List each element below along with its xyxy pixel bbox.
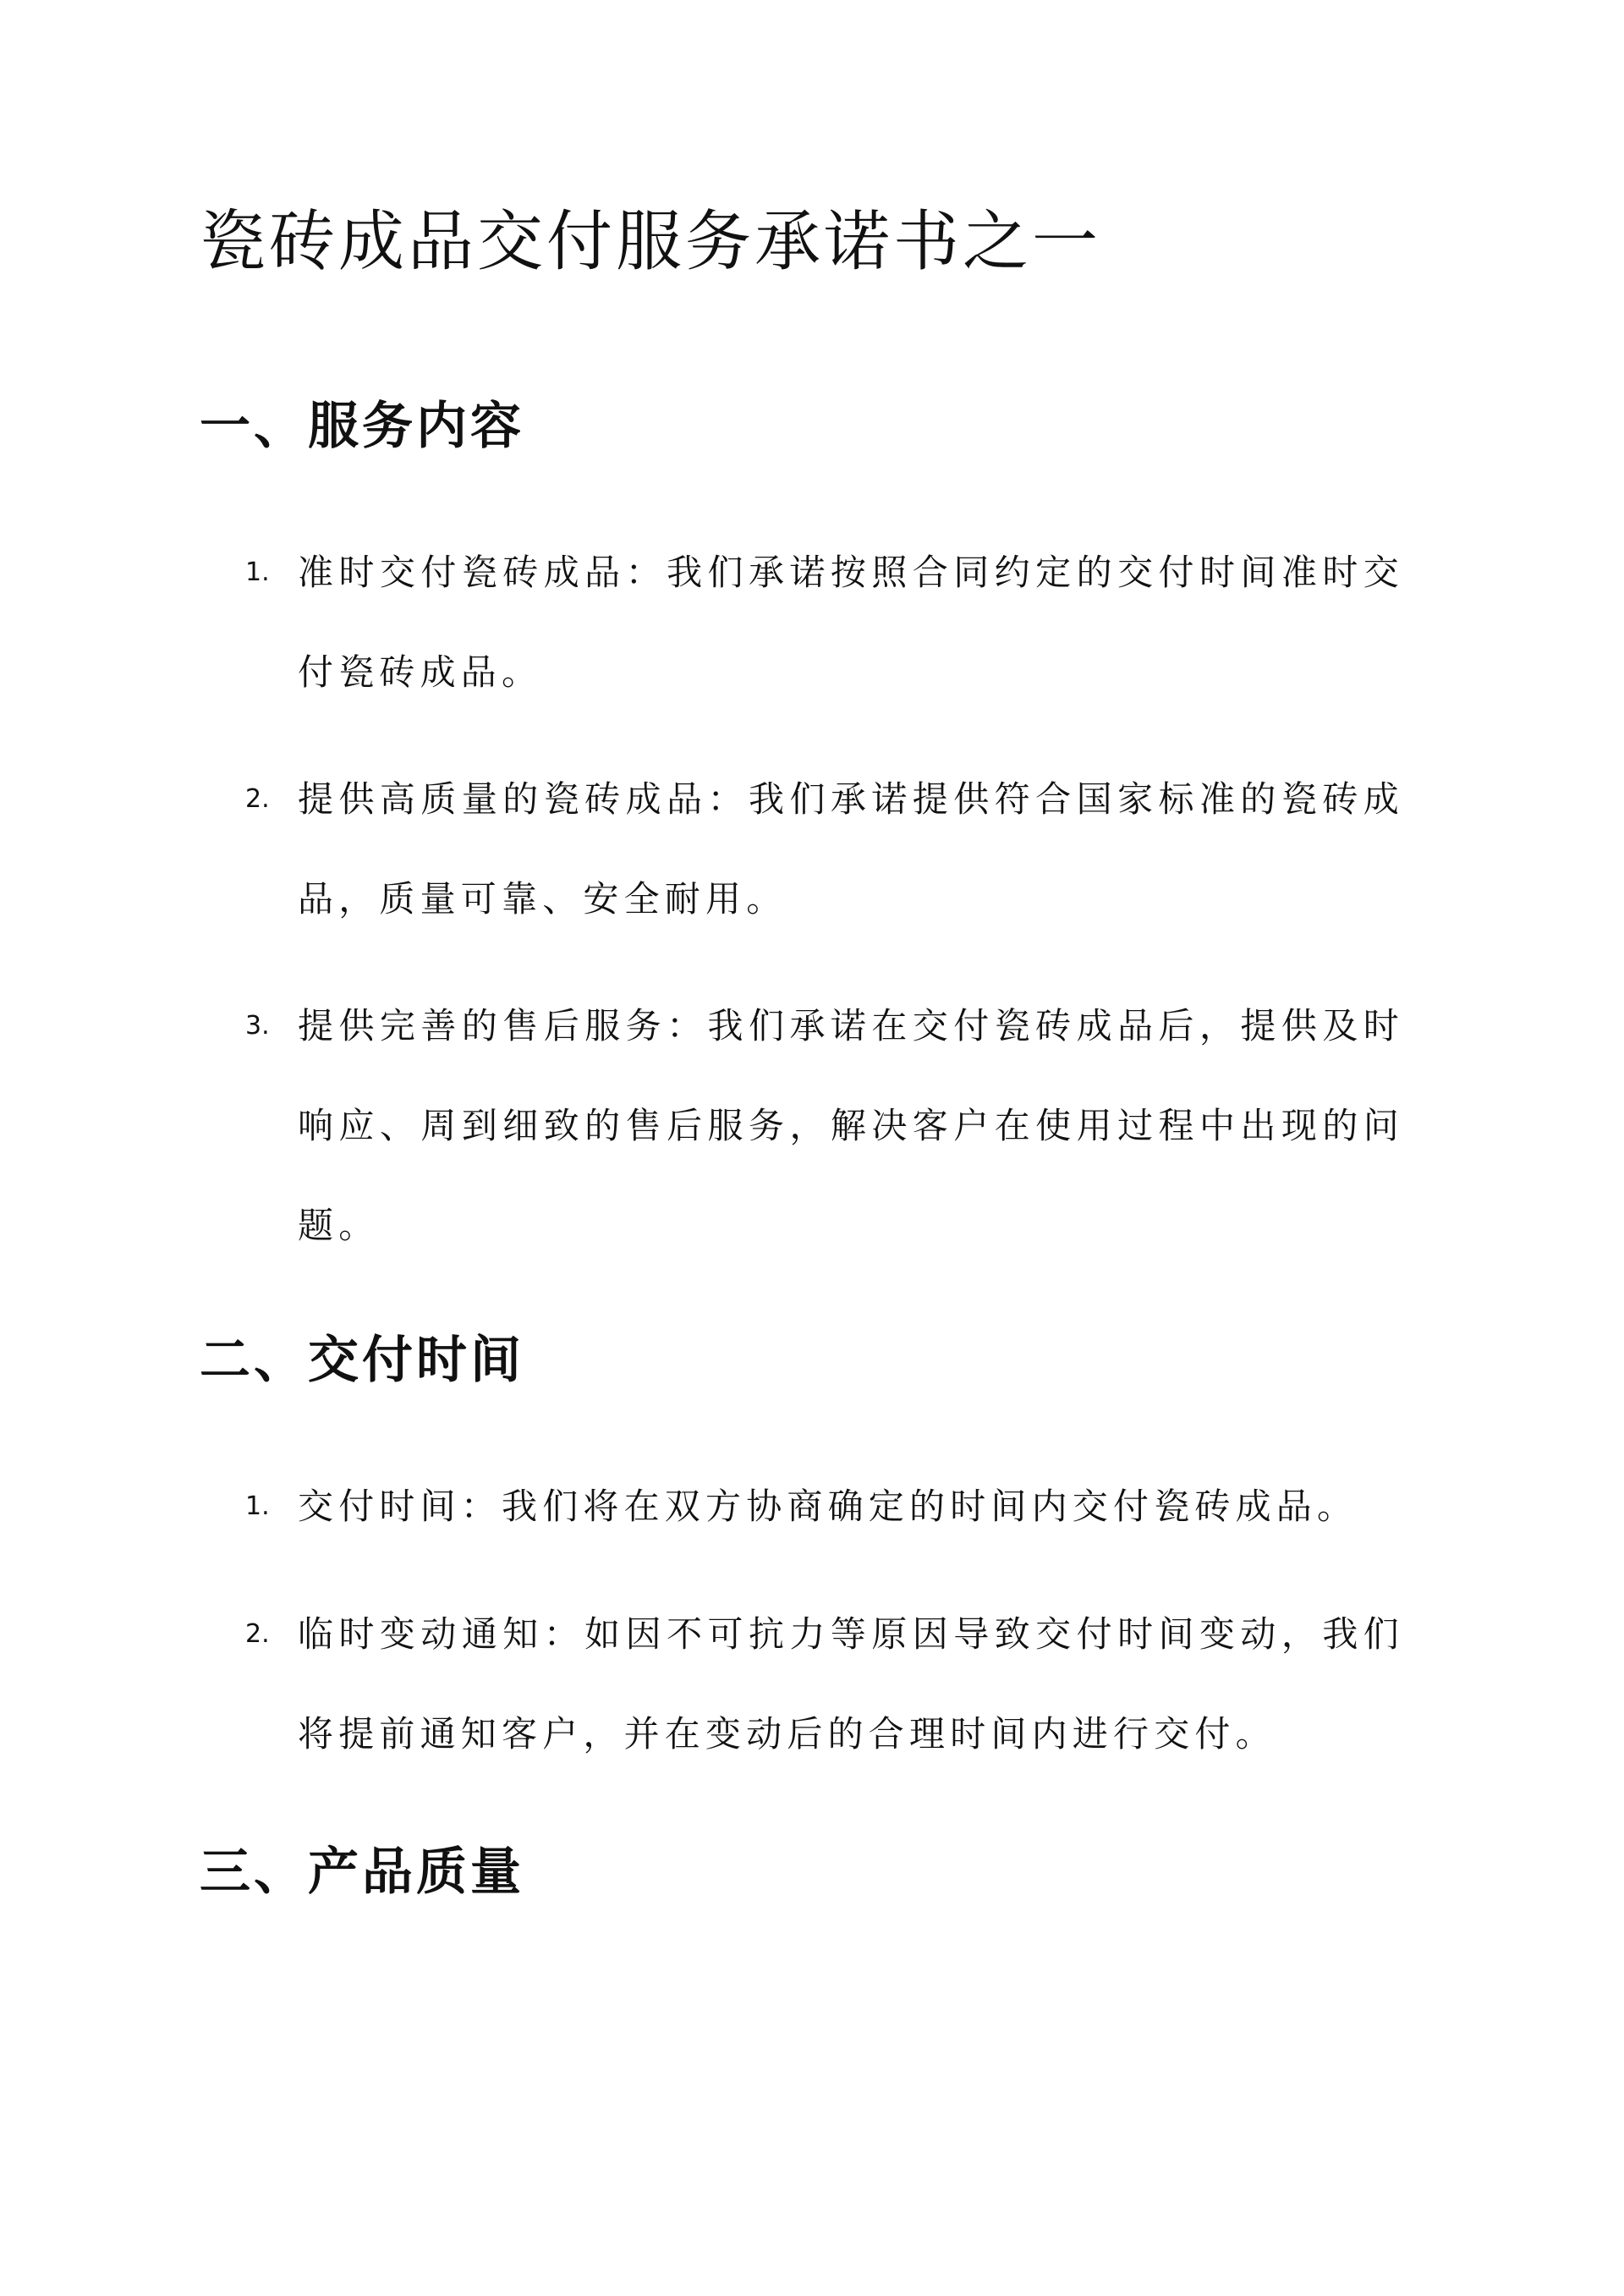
list-item-number: 1. [245,1491,270,1521]
list-item [245,523,1404,722]
list-item-text: 提供完善的售后服务：我们承诺在交付瓷砖成品后，提供及时响应、周到细致的售后服务，解决客户在使用过程中出现的问题。 [298,1005,1404,1246]
list-item [245,750,1404,949]
list-item-text: 交付时间：我们将在双方协商确定的时间内交付瓷砖成品。 [298,1486,1358,1527]
section-heading-service-content: 一、服务内容 [200,397,524,456]
list-item-text: 临时变动通知：如因不可抗力等原因导致交付时间变动，我们将提前通知客户，并在变动后的合理时间内进行交付。 [298,1613,1404,1755]
section-heading-delivery-time: 二、交付时间 [200,1331,524,1390]
list-item-number: 3. [245,1011,270,1041]
list-item-number: 2. [245,784,270,814]
list-item-text: 提供高质量的瓷砖成品：我们承诺提供符合国家标准的瓷砖成品，质量可靠、安全耐用。 [298,778,1404,920]
list-item-number: 2. [245,1619,270,1649]
list-item-number: 1. [245,558,270,587]
list-item [245,976,1404,1276]
section-heading-product-quality: 三、产品质量 [200,1843,524,1902]
list-item [245,1457,1404,1557]
list-item-text: 准时交付瓷砖成品：我们承诺按照合同约定的交付时间准时交付瓷砖成品。 [298,552,1404,693]
list-item [245,1585,1404,1784]
document-title: 瓷砖成品交付服务承诺书之一 [200,204,1102,280]
